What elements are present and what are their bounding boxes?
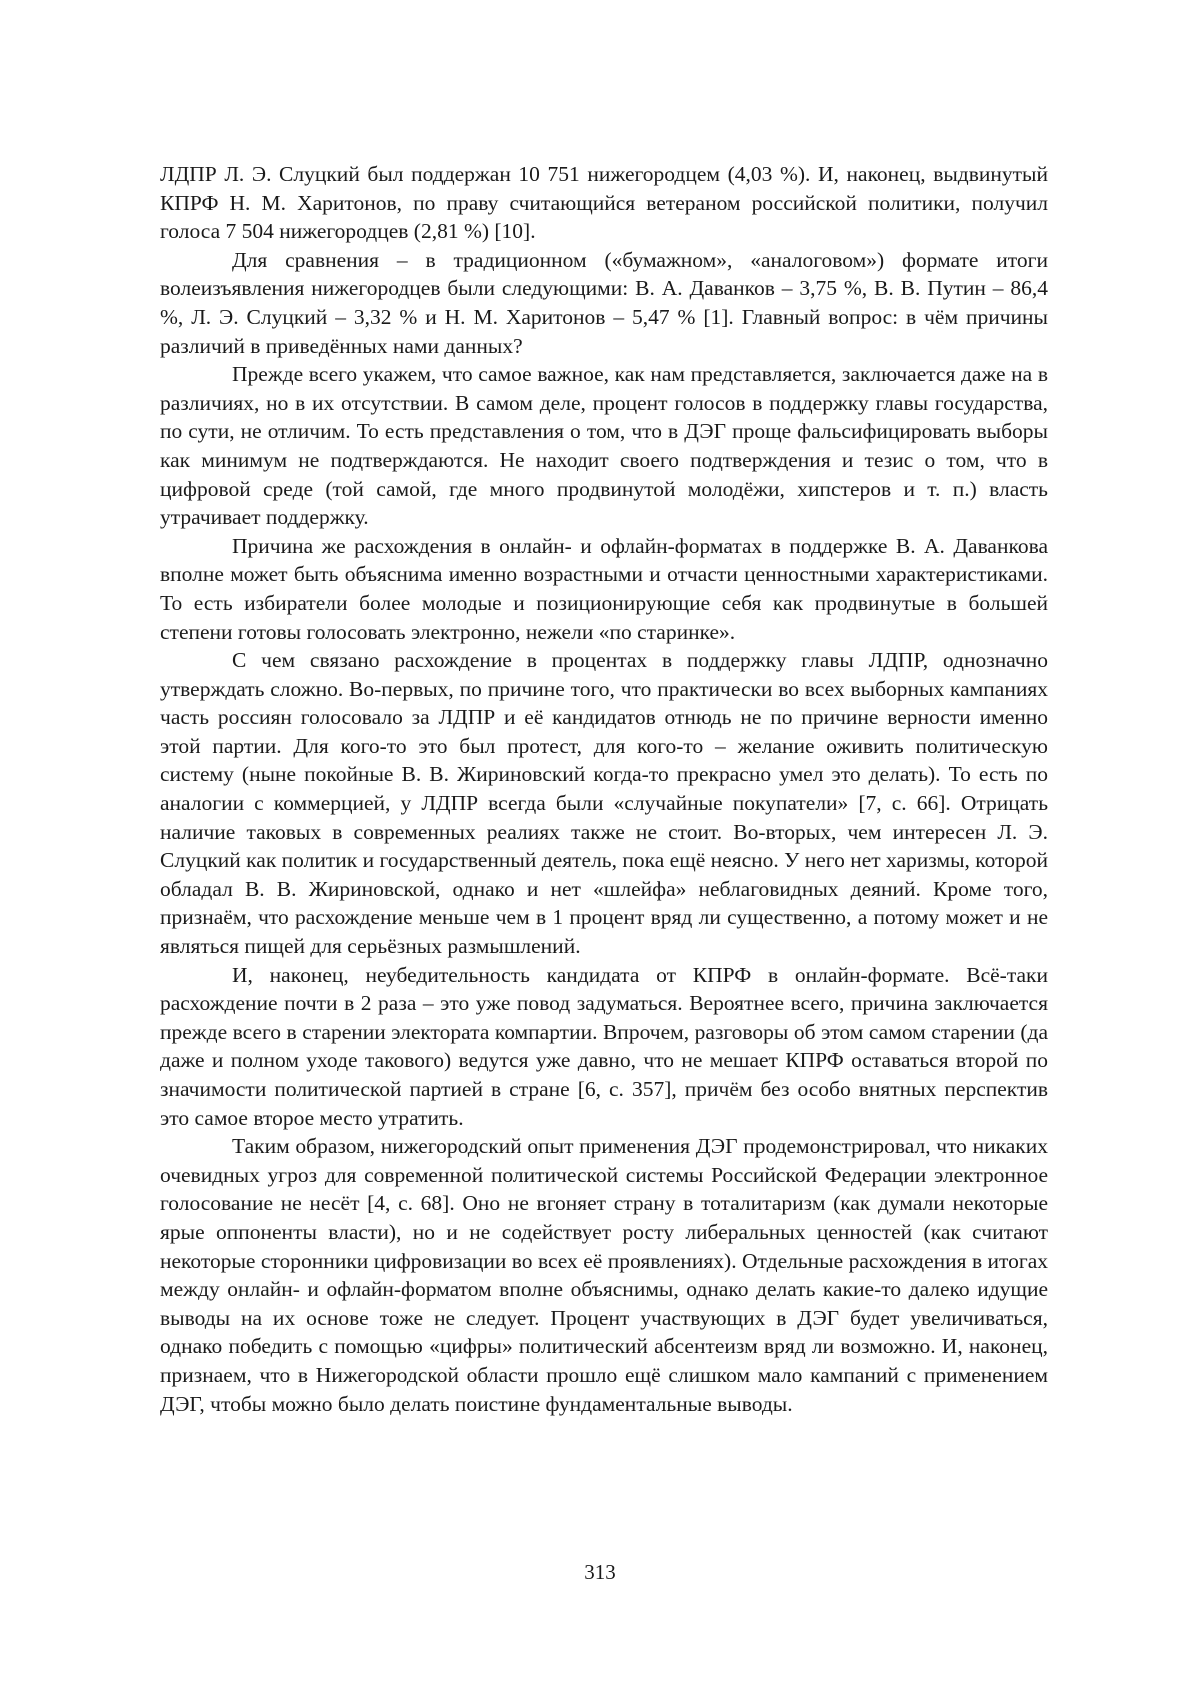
- paragraph-ldpr: С чем связано расхождение в процентах в поддержку главы ЛДПР, однозначно утверждать сложно. Во-первых, по причине того, что практически во всех выборных кампаниях часть россиян голосовало за ЛДПР и её кандидатов отнюдь не по причине верности именно этой партии. Для кого-то это был протест, для кого-то – желание оживить политическую систему (ныне покойные В. В. Жириновский когда-то прекрасно умел это делать). То есть по аналогии с коммерцией, у ЛДПР всегда были «случайные покупатели» [7, с. 66]. Отрицать наличие таковых в современных реалиях также не стоит. Во-вторых, чем интересен Л. Э. Слуцкий как политик и государственный деятель, пока ещё неясно. У него нет харизмы, которой обладал В. В. Жириновской, однако и нет «шлейфа» неблаговидных деяний. Кроме того, признаём, что расхождение меньше чем в 1 процент вряд ли существенно, а потому может и не являться пищей для серьёзных размышлений.: [160, 646, 1048, 961]
- page-number: 313: [0, 1560, 1200, 1585]
- paragraph-conclusion: Таким образом, нижегородский опыт применения ДЭГ продемонстрировал, что никаких очевидных угроз для современной политической системы Российской Федерации электронное голосование не несёт [4, с. 68]. Оно не вгоняет страну в тоталитаризм (как думали некоторые ярые оппоненты власти), но и не содействует росту либеральных ценностей (как считают некоторые сторонники цифровизации во всех её проявлениях). Отдельные расхождения в итогах между онлайн- и офлайн-форматом вполне объяснимы, однако делать какие-то далеко идущие выводы на их основе тоже не следует. Процент участвующих в ДЭГ будет увеличиваться, однако победить с помощью «цифры» политический абсентеизм вряд ли возможно. И, наконец, признаем, что в Нижегородской области прошло ещё слишком мало кампаний с применением ДЭГ, чтобы можно было делать поистине фундаментальные выводы.: [160, 1132, 1048, 1418]
- paragraph-kprf: И, наконец, неубедительность кандидата от КПРФ в онлайн-формате. Всё-таки расхождение почти в 2 раза – это уже повод задуматься. Вероятнее всего, причина заключается прежде всего в старении электората компартии. Впрочем, разговоры об этом самом старении (да даже и полном уходе такового) ведутся уже давно, что не мешает КПРФ оставаться второй по значимости политической партией в стране [6, с. 357], причём без особо внятных перспектив это самое второе место утратить.: [160, 961, 1048, 1133]
- paragraph-absence-of-differences: Прежде всего укажем, что самое важное, как нам представляется, заключается даже на в различиях, но в их отсутствии. В самом деле, процент голосов в поддержку главы государства, по сути, не отличим. То есть представления о том, что в ДЭГ проще фальсифицировать выборы как минимум не подтверждаются. Не находит своего подтверждения и тезис о том, что в цифровой среде (той самой, где много продвинутой молодёжи, хипстеров и т. п.) власть утрачивает поддержку.: [160, 360, 1048, 532]
- page-body: [160, 160, 1048, 1418]
- paragraph-continuation: ЛДПР Л. Э. Слуцкий был поддержан 10 751 нижегородцем (4,03 %). И, наконец, выдвинутый КПРФ Н. М. Харитонов, по праву считающийся ветераном российской политики, получил голоса 7 504 нижегородцев (2,81 %) [10].: [160, 160, 1048, 246]
- paragraph-davankov: Причина же расхождения в онлайн- и офлайн-форматах в поддержке В. А. Даванкова вполне может быть объяснима именно возрастными и отчасти ценностными характеристиками. То есть избиратели более молодые и позиционирующие себя как продвинутые в большей степени готовы голосовать электронно, нежели «по старинке».: [160, 532, 1048, 646]
- paragraph-comparison: Для сравнения – в традиционном («бумажном», «аналоговом») формате итоги волеизъявления нижегородцев были следующими: В. А. Даванков – 3,75 %, В. В. Путин – 86,4 %, Л. Э. Слуцкий – 3,32 % и Н. М. Харитонов – 5,47 % [1]. Главный вопрос: в чём причины различий в приведённых нами данных?: [160, 246, 1048, 360]
